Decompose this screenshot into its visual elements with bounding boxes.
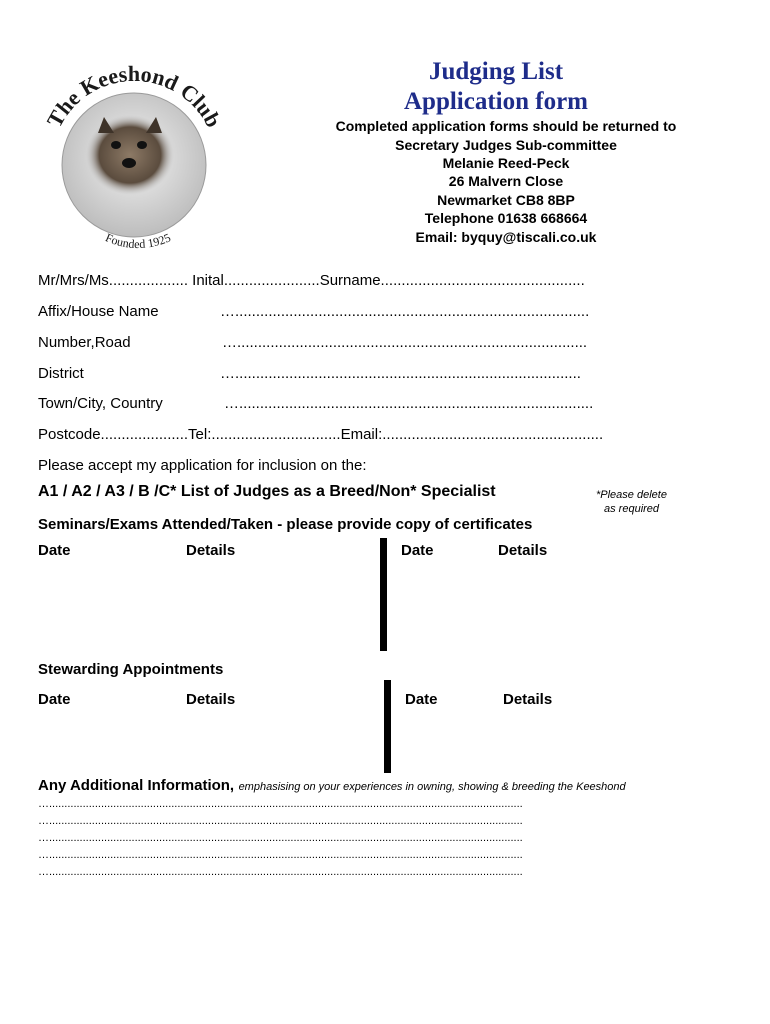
stewarding-col-details-2: Details — [503, 691, 553, 708]
number-road-field[interactable]: ….................................................................................... — [222, 334, 588, 351]
stewarding-col-details: Details — [186, 691, 236, 708]
seminars-col-date-2: Date — [401, 542, 434, 559]
contact-email: Email: byquy@tiscali.co.uk — [415, 229, 597, 245]
additional-line[interactable]: …........................................................................................................................................................... — [38, 866, 523, 878]
seminars-col-details: Details — [186, 542, 236, 559]
dog-head-shape — [86, 115, 174, 195]
delete-note-2: as required — [604, 503, 660, 515]
stewarding-col-date-2: Date — [405, 691, 438, 708]
contact-line: Completed application forms should be returned to — [335, 118, 677, 134]
keeshond-club-logo — [34, 55, 234, 255]
contact-line: Newmarket CB8 8BP — [437, 192, 575, 208]
seminars-heading: Seminars/Exams Attended/Taken - please provide copy of certificates — [38, 516, 533, 533]
logo-founded-text: Founded 1925 — [103, 230, 173, 252]
seminars-divider — [380, 538, 387, 651]
contact-line: 26 Malvern Close — [448, 173, 564, 189]
contact-line: Telephone 01638 668664 — [424, 210, 588, 226]
stewarding-divider — [384, 680, 391, 773]
logo-arc-text: The Keeshond Club — [41, 60, 227, 132]
page-subtitle: Application form — [403, 88, 589, 115]
district-label: District — [38, 365, 84, 382]
contact-line: Melanie Reed-Peck — [442, 155, 570, 171]
number-road-label: Number,Road — [38, 334, 131, 351]
additional-heading: Any Additional Information, — [38, 777, 235, 794]
judges-list-line: A1 / A2 / A3 / B /C* List of Judges as a Breed/Non* Specialist — [38, 483, 496, 500]
postcode-row: Postcode.....................Tel:...............................Email:..................................................... — [38, 426, 604, 443]
page-title: Judging List — [428, 58, 564, 85]
affix-field[interactable]: …..................................................................................... — [220, 303, 590, 320]
additional-subtext: emphasising on your experiences in owning, showing & breeding the Keeshond — [238, 781, 626, 793]
stewarding-col-date: Date — [38, 691, 71, 708]
delete-note: *Please delete — [596, 489, 667, 501]
additional-line[interactable]: …........................................................................................................................................................... — [38, 815, 523, 827]
town-field[interactable]: …..................................................................................... — [224, 395, 594, 412]
additional-line[interactable]: …........................................................................................................................................................... — [38, 832, 523, 844]
seminars-col-date: Date — [38, 542, 71, 559]
contact-line: Secretary Judges Sub-committee — [395, 137, 617, 153]
accept-text: Please accept my application for inclusion on the: — [38, 457, 367, 474]
district-field[interactable]: …................................................................................... — [220, 365, 581, 382]
additional-line[interactable]: …........................................................................................................................................................... — [38, 798, 523, 810]
town-label: Town/City, Country — [38, 395, 163, 412]
name-row: Mr/Mrs/Ms................... Inital.......................Surname................................................. — [38, 272, 585, 289]
additional-line[interactable]: …........................................................................................................................................................... — [38, 849, 523, 861]
additional-info-header — [38, 777, 626, 795]
stewarding-heading: Stewarding Appointments — [38, 661, 224, 678]
seminars-col-details-2: Details — [498, 542, 548, 559]
affix-label: Affix/House Name — [38, 303, 159, 320]
